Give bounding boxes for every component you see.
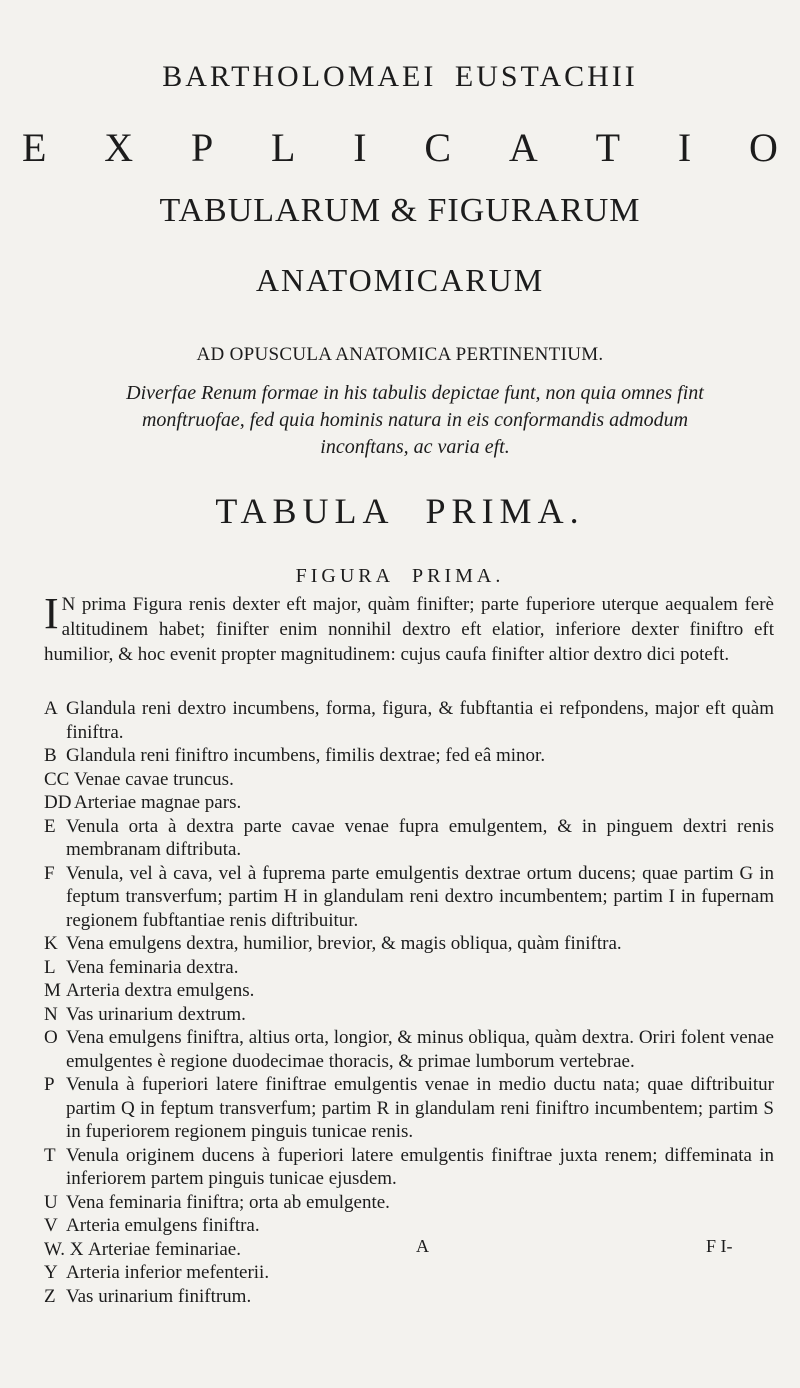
title-letter: P (190, 125, 214, 170)
legend-entry (44, 1214, 774, 1238)
catchword: F I- (706, 1236, 733, 1256)
entry-text: Vena emulgens dextra, humilior, brevior, & magis obliqua, quàm finiftra. (66, 933, 622, 954)
entry-text: Vas urinarium finiftrum. (66, 1285, 252, 1307)
entry-text: Vas urinarium dextrum. (66, 1003, 246, 1025)
entry-text: Vena emulgens finiftra, altius orta, longior, & minus obliqua, quàm dextra. Oriri folent venae emulgentes è regione duodecimae thoracis, & primae lumborum vertebrae. (66, 1027, 774, 1072)
legend-entry (44, 1261, 774, 1285)
legend-entry (44, 1073, 774, 1144)
title-letter: E (22, 125, 47, 170)
entry-letter: L (44, 956, 56, 978)
legend-entry (44, 1144, 774, 1191)
intro-paragraph (44, 589, 774, 667)
entry-text: Glandula reni dextro incumbens, forma, figura, & fubftantia ei refpondens, major eft quàm finiftra. (66, 698, 774, 743)
subtitle-opuscula: AD OPUSCULA ANATOMICA PERTINENTIUM. (196, 344, 604, 365)
entry-letter: V (44, 1215, 58, 1236)
subtitle-anatomicarum: ANATOMICARUM (255, 262, 545, 298)
main-title (22, 124, 778, 171)
entry-text: Vena feminaria finiftra; orta ab emulgente. (66, 1191, 390, 1213)
entry-text: Arteriae magnae pars. (74, 792, 242, 813)
entry-letter: CC (44, 768, 70, 790)
legend-entry (44, 1003, 774, 1027)
entry-text: Venula à fuperiori latere finiftrae emulgentis venae in medio ductu nata; quae diftribuitur partim Q in feptum transverfum; partim R in glandulam reni finiftro incumbentem; partim S in fuperiorem regionem pinguis tunicae renis. (66, 1074, 774, 1142)
title-letter: A (508, 125, 538, 170)
entry-letter: K (44, 933, 58, 954)
legend-entry (44, 1026, 774, 1073)
italic-note: Diverfae Renum formae in his tabulis depictae funt, non quia omnes fint monftruofae, fed quia hominis natura in eis conformandis admodum inconftans, ac varia eft. (126, 382, 704, 458)
title-letter: L (271, 125, 296, 170)
legend-entry (44, 815, 774, 862)
legend-entry (44, 1285, 774, 1309)
entry-letter: Y (44, 1262, 58, 1283)
entry-text: Arteriae feminariae. (88, 1238, 241, 1260)
legend-entry (44, 1191, 774, 1215)
entry-text: Glandula reni finiftro incumbens, fimilis dextrae; fed eâ minor. (66, 745, 546, 766)
entry-letter: U (44, 1191, 58, 1213)
legend-entry (44, 1238, 774, 1262)
entry-letter: B (44, 745, 57, 766)
drop-cap: I (44, 589, 59, 638)
title-letter: X (104, 125, 134, 170)
entry-text: Vena feminaria dextra. (66, 956, 239, 978)
entry-text: Venae cavae truncus. (74, 768, 234, 790)
title-letter: T (595, 125, 621, 170)
entry-text: Venula originem ducens à fuperiori latere emulgentis finiftrae juxta renem; diffeminata in inferiorem partem pinguis tunicae ejusdem. (66, 1144, 774, 1189)
entry-letter: N (44, 1003, 58, 1025)
entry-letter: A (44, 698, 58, 719)
title-letter: I (353, 125, 367, 170)
legend-entry (44, 791, 774, 815)
entry-text: Arteria inferior mefenterii. (66, 1262, 270, 1283)
entry-letter: E (44, 815, 56, 837)
entry-letter: M (44, 980, 61, 1001)
legend-entry (44, 956, 774, 980)
entry-letter: T (44, 1144, 56, 1166)
entry-letter: F (44, 862, 55, 884)
entry-letter: O (44, 1027, 58, 1048)
legend-entry (44, 768, 774, 792)
entry-letter: Z (44, 1285, 56, 1307)
legend-entries (44, 697, 774, 1308)
legend-entry (44, 932, 774, 956)
legend-entry (44, 979, 774, 1003)
subtitle-tabularum: TABULARUM & FIGURARUM (159, 192, 641, 229)
entry-letter: P (44, 1074, 55, 1095)
title-letter: O (749, 125, 778, 170)
legend-entry (44, 744, 774, 768)
entry-letter: DD (44, 792, 72, 813)
entry-text: Arteria emulgens finiftra. (66, 1215, 260, 1236)
author-heading: BARTHOLOMAEI EUSTACHII (162, 60, 638, 93)
entry-text: Venula, vel à cava, vel à fuprema parte emulgentis dextrae ortum ducens; quae partim G in feptum transverfum; partim H in glandulam reni dextro incumbentem; partim I in fupernam regionem fubftantiae renis diftribuitur. (66, 862, 774, 931)
legend-entry (44, 862, 774, 933)
entry-letter: W. X (44, 1238, 84, 1260)
figura-heading: FIGURA PRIMA. (295, 565, 505, 587)
entry-text: Arteria dextra emulgens. (66, 980, 255, 1001)
entry-text: Venula orta à dextra parte cavae venae fupra emulgentem, & in pinguem dextri renis membranam diftributa. (66, 815, 774, 860)
tabula-heading: TABULA PRIMA. (215, 491, 585, 531)
legend-entry (44, 697, 774, 744)
title-letter: C (424, 125, 452, 170)
intro-text: N prima Figura renis dexter eft major, quàm finifter; parte fuperiore uterque aequalem ferè altitudinem habet; finifter enim nonnihil dextro eft elatior, inferiore dexter finiftro eft humilior, & hoc evenit propter magnitudinem: cujus caufa finifter altior dextro dici poteft. (44, 594, 774, 665)
title-letter: I (677, 125, 692, 170)
signature-mark: A (416, 1236, 429, 1256)
